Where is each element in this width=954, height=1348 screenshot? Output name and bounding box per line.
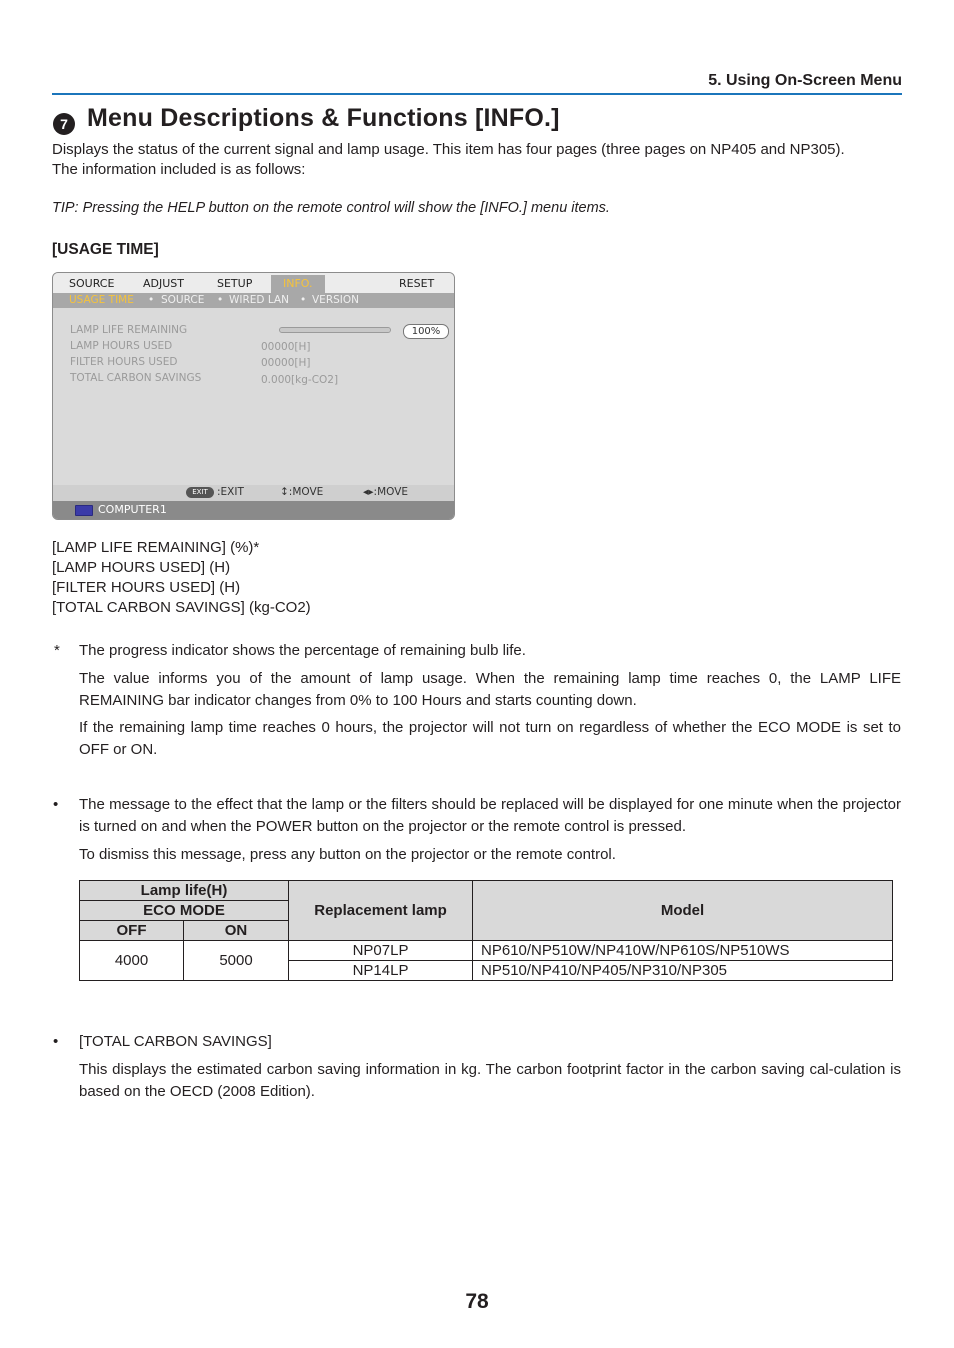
- osd-subtab-version[interactable]: VERSION: [312, 294, 359, 306]
- lamp-spec-table: [79, 880, 893, 981]
- osd-tab-info[interactable]: INFO.: [271, 275, 325, 293]
- note-paragraph-1: The value informs you of the amount of lamp usage. When the remaining lamp time reaches 0, the LAMP LIFE REMAINING bar indicator changes from 0% to 100 Hours and starts counting down.: [79, 670, 901, 709]
- page-number: 78: [465, 1290, 489, 1313]
- intro-line-2: The information included is as follows:: [52, 161, 306, 178]
- osd-tab-adjust[interactable]: ADJUST: [143, 277, 184, 290]
- header-model: Model: [473, 881, 893, 941]
- model-cell: NP510/NP410/NP405/NP310/NP305: [473, 961, 893, 981]
- osd-lamp-hours-label: LAMP HOURS USED: [70, 340, 173, 352]
- osd-tab-bar: [53, 273, 454, 293]
- info-item-2: [LAMP HOURS USED] (H): [52, 559, 231, 576]
- osd-filter-hours-label: FILTER HOURS USED: [70, 356, 178, 368]
- osd-subtab-source[interactable]: SOURCE: [161, 294, 205, 306]
- osd-subtab-wired-lan[interactable]: WIRED LAN: [229, 294, 289, 306]
- info-item-1: [LAMP LIFE REMAINING] (%)*: [52, 539, 260, 556]
- osd-tab-source[interactable]: SOURCE: [69, 277, 115, 290]
- replacement-message-note: The message to the effect that the lamp or the filters should be replaced will be displayed for one minute when the projector is turned on and when the POWER button on the projector or the remote control is pressed.: [79, 796, 901, 835]
- info-item-4: [TOTAL CARBON SAVINGS] (kg-CO2): [52, 599, 311, 616]
- asterisk-note: The progress indicator shows the percentage of remaining bulb life.: [79, 642, 526, 659]
- usage-time-heading: [USAGE TIME]: [52, 241, 159, 258]
- osd-tab-setup[interactable]: SETUP: [217, 277, 253, 290]
- bullet-mark: •: [53, 1033, 59, 1050]
- osd-subtab-usage-time[interactable]: USAGE TIME: [69, 294, 134, 306]
- osd-lamp-life-label: LAMP LIFE REMAINING: [70, 324, 188, 336]
- osd-carbon-value: 0.000[kg-CO2]: [261, 374, 339, 386]
- monitor-icon: [75, 505, 93, 516]
- osd-tab-reset[interactable]: RESET: [399, 277, 435, 290]
- osd-subtab-separator: •: [217, 294, 224, 306]
- exit-key-icon: EXIT: [186, 487, 214, 498]
- replacement-lamp-cell: NP14LP: [289, 961, 473, 981]
- asterisk-mark: *: [54, 642, 60, 659]
- bullet-mark: •: [53, 796, 59, 813]
- header-eco-mode: ECO MODE: [80, 901, 289, 921]
- info-item-3: [FILTER HOURS USED] (H): [52, 579, 241, 596]
- osd-subtab-bar: [53, 293, 454, 308]
- osd-move-vertical-hint: ↕:MOVE: [280, 486, 324, 498]
- osd-lamp-life-percent: 100%: [403, 324, 449, 339]
- replacement-lamp-cell: NP07LP: [289, 941, 473, 961]
- osd-source-bar: [53, 501, 454, 519]
- title-number-badge: 7: [53, 113, 75, 135]
- lamp-life-off-value: 4000: [80, 941, 184, 981]
- note-paragraph-2: If the remaining lamp time reaches 0 hours, the projector will not turn on regardless of whether the ECO MODE is set to OFF or ON.: [79, 719, 901, 758]
- header-lamp-life: Lamp life(H): [80, 881, 289, 901]
- section-header: 5. Using On-Screen Menu: [708, 72, 902, 89]
- header-rule: [52, 93, 902, 95]
- model-cell: NP610/NP510W/NP410W/NP610S/NP510WS: [473, 941, 893, 961]
- osd-filter-hours-value: 00000[H]: [261, 357, 311, 369]
- intro-line-1: Displays the status of the current signal and lamp usage. This item has four pages (three pages on NP405 and NP305).: [52, 141, 845, 158]
- osd-subtab-separator: •: [300, 294, 307, 306]
- dismiss-message-note: To dismiss this message, press any button on the projector or the remote control.: [79, 846, 616, 863]
- osd-source-name: COMPUTER1: [98, 503, 167, 516]
- header-replacement-lamp: Replacement lamp: [289, 881, 473, 941]
- carbon-heading: [TOTAL CARBON SAVINGS]: [79, 1033, 272, 1050]
- header-off: OFF: [80, 921, 184, 941]
- osd-menu-screenshot: [52, 272, 455, 520]
- osd-lamp-life-bar: [279, 327, 391, 333]
- osd-exit-hint: :EXIT: [217, 486, 244, 498]
- tip-text: TIP: Pressing the HELP button on the remote control will show the [INFO.] menu items.: [52, 200, 610, 216]
- osd-footer: [53, 485, 454, 501]
- osd-lamp-hours-value: 00000[H]: [261, 341, 311, 353]
- osd-carbon-label: TOTAL CARBON SAVINGS: [70, 372, 202, 384]
- osd-move-horizontal-hint: ◂▸:MOVE: [363, 486, 409, 498]
- page-title: Menu Descriptions & Functions [INFO.]: [87, 104, 560, 132]
- header-on: ON: [184, 921, 289, 941]
- lamp-life-on-value: 5000: [184, 941, 289, 981]
- osd-lamp-life-bar-fill: [280, 328, 390, 332]
- osd-subtab-separator: •: [148, 294, 155, 306]
- carbon-description: This displays the estimated carbon saving information in kg. The carbon footprint factor in the carbon saving cal-culation is based on the OECD (2008 Edition).: [79, 1061, 901, 1100]
